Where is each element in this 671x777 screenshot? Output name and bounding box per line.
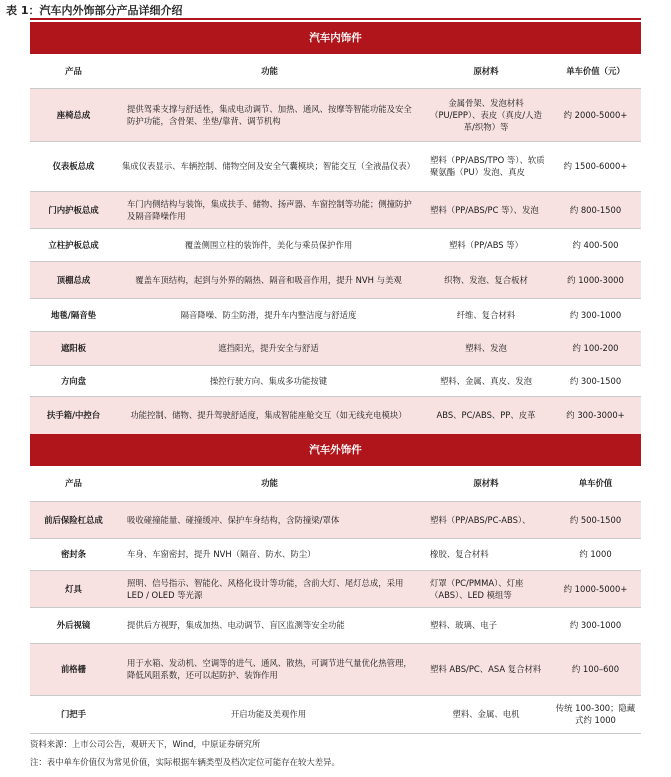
exterior-banner-row	[30, 434, 641, 466]
product-cell: 遮阳板	[60, 343, 87, 353]
material-cell: 橡胶、复合材料	[430, 549, 489, 559]
value-cell: 约 1000-3000	[567, 274, 624, 285]
material-cell: 塑料、金属、电机	[452, 709, 520, 719]
exterior-table	[30, 434, 641, 734]
value-cell: 约 1000-5000+	[563, 583, 628, 594]
exterior-header-value: 单车价值	[550, 466, 641, 501]
table-row	[30, 88, 641, 141]
product-cell: 顶棚总成	[56, 274, 91, 285]
function-cell: 照明、信号指示、智能化、风格化设计等功能，含前大灯、尾灯总成，采用 LED / OLED 等光源	[127, 577, 404, 600]
product-cell: 立柱护板总成	[48, 239, 99, 250]
material-cell: ABS、PC/ABS、PP、皮革	[436, 410, 536, 420]
table-row	[30, 261, 641, 298]
interior-header-material: 原材料	[422, 54, 550, 88]
function-cell: 遮挡阳光，提升安全与舒适	[218, 343, 319, 353]
function-cell: 集成仪表显示、车辆控制、储物空间及安全气囊模块；智能交互（全液晶仪表）	[121, 161, 416, 171]
product-cell: 扶手箱/中控台	[46, 410, 101, 420]
material-cell: 塑料（PP/ABS/TPO 等）、软质聚氨酯（PU）发泡、真皮	[430, 155, 545, 177]
value-cell: 约 1000	[579, 549, 612, 559]
product-cell: 方向盘	[60, 375, 87, 386]
material-cell: 织物、发泡、复合板材	[444, 274, 528, 285]
product-cell: 密封条	[60, 549, 87, 559]
title-rule	[30, 18, 641, 20]
table-row	[30, 141, 641, 191]
value-cell: 约 500-1500	[569, 514, 622, 525]
table-row	[30, 298, 641, 331]
function-cell: 操控行驶方向、集成多功能按键	[209, 375, 328, 386]
exterior-header-function: 功能	[117, 466, 422, 501]
table-title: 表 1：汽车内外饰部分产品详细介绍	[6, 4, 183, 17]
value-cell: 约 100-200	[572, 343, 619, 353]
material-cell: 塑料（PP/ABS/PC 等）、发泡	[430, 204, 539, 215]
material-cell: 灯罩（PC/PMMA）、灯座（ABS）、LED 模组等	[430, 577, 524, 600]
exterior-header-row	[30, 466, 641, 501]
value-cell: 约 100–600	[571, 664, 620, 674]
value-cell: 约 800-1500	[569, 204, 622, 215]
interior-banner: 汽车内饰件	[30, 22, 641, 54]
table-row	[30, 191, 641, 228]
product-cell: 前格栅	[60, 664, 87, 674]
table-row	[30, 570, 641, 607]
exterior-header-product: 产品	[30, 466, 117, 501]
function-cell: 提供驾乘支撑与舒适性，集成电动调节、加热、通风、按摩等智能功能及安全防护功能，含骨架、坐垫/靠背、调节机构	[127, 103, 412, 126]
exterior-header-material: 原材料	[422, 466, 550, 501]
material-cell: 塑料、金属、真皮、发泡	[439, 375, 533, 386]
source-note: 资料来源：上市公司公告，观研天下，Wind，中原证券研究所	[30, 739, 261, 749]
product-cell: 前后保险杠总成	[44, 514, 103, 525]
material-cell: 塑料（PP/ABS 等）	[448, 239, 524, 250]
function-cell: 隔音降噪、防尘防滑，提升车内整洁度与舒适度	[180, 309, 357, 320]
interior-banner-row	[30, 22, 641, 54]
table-row	[30, 538, 641, 570]
value-cell: 约 2000-5000+	[563, 109, 628, 120]
function-cell: 功能控制、储物、提升驾驶舒适度，集成智能座舱交互（如无线充电模块）	[130, 410, 407, 420]
table-row	[30, 607, 641, 643]
value-cell: 约 1500-6000+	[563, 161, 628, 171]
function-cell: 覆盖车顶结构，起到与外界的隔热、隔音和吸音作用，提升 NVH 与美观	[135, 274, 402, 285]
function-cell: 车身、车窗密封，提升 NVH（隔音、防水、防尘）	[127, 549, 316, 559]
product-cell: 座椅总成	[56, 109, 91, 120]
interior-table	[30, 22, 641, 435]
interior-header-value: 单车价值（元）	[550, 54, 641, 88]
value-cell: 约 400-500	[572, 239, 619, 250]
product-cell: 门内护板总成	[48, 204, 99, 215]
value-cell: 约 300-1000	[569, 309, 622, 320]
footnote: 注：表中单车价值仅为常见价值，实际根据车辆类型及档次定位可能存在较大差异。	[30, 757, 340, 767]
function-cell: 提供后方视野，集成加热、电动调节、盲区监测等安全功能	[127, 620, 345, 630]
table-row	[30, 643, 641, 695]
table-row	[30, 396, 641, 434]
table-row	[30, 331, 641, 365]
interior-header-function: 功能	[117, 54, 422, 88]
table-row	[30, 695, 641, 733]
table-row	[30, 501, 641, 538]
function-cell: 车门内侧结构与装饰，集成扶手、储物、扬声器、车窗控制等功能；侧撞防护及隔音降噪作用	[127, 198, 412, 221]
function-cell: 开启功能及美观作用	[230, 709, 307, 719]
value-cell: 传统 100-300；隐藏式约 1000	[555, 703, 636, 725]
material-cell: 塑料 ABS/PC、ASA 复合材料	[430, 664, 542, 674]
material-cell: 塑料、玻璃、电子	[430, 620, 497, 630]
material-cell: 纤维、复合材料	[456, 309, 516, 320]
value-cell: 约 300-1000	[569, 620, 622, 630]
value-cell: 约 300-3000+	[566, 410, 625, 420]
table-row	[30, 228, 641, 261]
exterior-banner: 汽车外饰件	[30, 434, 641, 466]
material-cell: 金属骨架、发泡材料（PU/EPP）、表皮（真皮/人造革/织物）等	[430, 97, 542, 132]
function-cell: 吸收碰撞能量、碰撞缓冲、保护车身结构，含防撞梁/罩体	[127, 514, 340, 525]
function-cell: 用于水箱、发动机、空调等的进气、通风、散热，可调节进气量优化热管理，降低风阻系数，还可以起防护、装饰作用	[127, 658, 412, 680]
material-cell: 塑料、发泡	[465, 343, 507, 353]
product-cell: 灯具	[65, 583, 82, 594]
product-cell: 门把手	[60, 709, 87, 719]
product-cell: 仪表板总成	[52, 161, 95, 171]
product-cell: 地毯/隔音垫	[51, 309, 96, 320]
interior-header-product: 产品	[30, 54, 117, 88]
value-cell: 约 300-1500	[569, 375, 622, 386]
material-cell: 塑料（PP/ABS/PC-ABS）、	[430, 514, 531, 525]
interior-header-row	[30, 54, 641, 88]
table-row	[30, 365, 641, 396]
function-cell: 覆盖侧围立柱的装饰件，美化与乘员保护作用	[184, 239, 353, 250]
product-cell: 外后视镜	[56, 620, 91, 630]
